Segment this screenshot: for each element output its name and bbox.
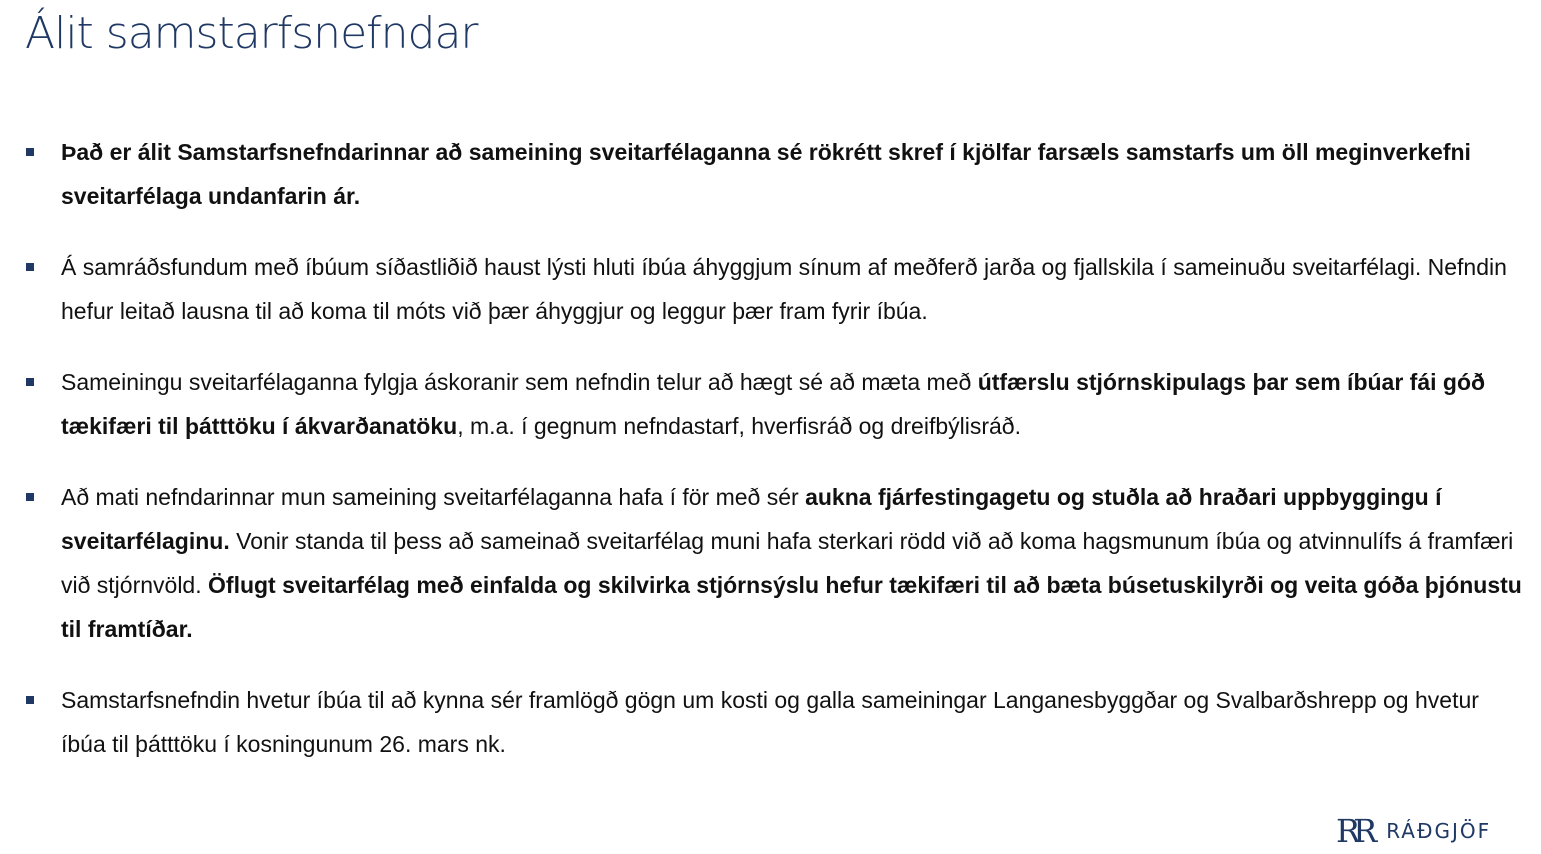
bullet-item xyxy=(24,130,1524,218)
logo-text: RÁÐGJÖF xyxy=(1386,819,1492,843)
square-bullet-icon xyxy=(26,493,34,501)
bullet-text-bold: Það er álit Samstarfsnefndarinnar að sameining sveitarfélaganna sé rökrétt skref í kjölfar farsæls samstarfs um öll meginverkefni sveitarfélaga undanfarin ár. xyxy=(61,139,1471,209)
square-bullet-icon xyxy=(26,148,34,156)
bullet-item xyxy=(24,360,1524,448)
radgjof-logo xyxy=(1336,812,1491,850)
bullet-text-regular: Vonir standa til þess að sameinað sveitarfélag muni hafa sterkari rödd við að koma hagsmunum íbúa og atvinnulífs á framfæri við stjórnvöld. xyxy=(61,528,1514,598)
bullet-text-regular: Á samráðsfundum með íbúum síðastliðið haust lýsti hluti íbúa áhyggjum sínum af meðferð jarða og fjallskila í sameinuðu sveitarfélagi. Nefndin hefur leitað lausna til að koma til móts við þær áhyggjur og leggur þær fram fyrir íbúa. xyxy=(61,254,1507,324)
bullet-text-bold: Öflugt sveitarfélag með einfalda og skilvirka stjórnsýslu hefur tækifæri til að bæta búsetuskilyrði og veita góða þjónustu til framtíðar. xyxy=(61,572,1522,642)
logo-mark: RR xyxy=(1336,812,1371,850)
square-bullet-icon xyxy=(26,696,34,704)
bullet-item xyxy=(24,678,1524,766)
square-bullet-icon xyxy=(26,263,34,271)
bullet-text-bold: útfærslu stjórnskipulags þar sem íbúar fái góð tækifæri til þátttöku í ákvarðanatöku xyxy=(61,369,1486,439)
bullet-text xyxy=(61,484,1522,642)
bullet-text-regular: Samstarfsnefndin hvetur íbúa til að kynna sér framlögð gögn um kosti og galla sameiningar Langanesbyggðar og Svalbarðshrepp og hvetur íbúa til þátttöku í kosningunum 26. mars nk. xyxy=(61,687,1479,757)
bullet-text-bold: aukna fjárfestingagetu og stuðla að hraðari uppbyggingu í sveitarfélaginu. xyxy=(61,484,1442,554)
bullet-text-regular: , m.a. í gegnum nefndastarf, hverfisráð og dreifbýlisráð. xyxy=(457,413,1021,439)
bullet-item xyxy=(24,245,1524,333)
bullet-list xyxy=(24,130,1524,766)
bullet-text xyxy=(61,139,1471,209)
bullet-text xyxy=(61,687,1479,757)
bullet-item xyxy=(24,475,1524,651)
bullet-text xyxy=(61,369,1485,439)
square-bullet-icon xyxy=(26,378,34,386)
page-title: Álit samstarfsnefndar xyxy=(25,8,478,59)
bullet-text-regular: Sameiningu sveitarfélaganna fylgja áskoranir sem nefndin telur að hægt sé að mæta með xyxy=(61,369,978,395)
bullet-text xyxy=(61,254,1507,324)
bullet-text-regular: Að mati nefndarinnar mun sameining sveitarfélaganna hafa í för með sér xyxy=(61,484,806,510)
